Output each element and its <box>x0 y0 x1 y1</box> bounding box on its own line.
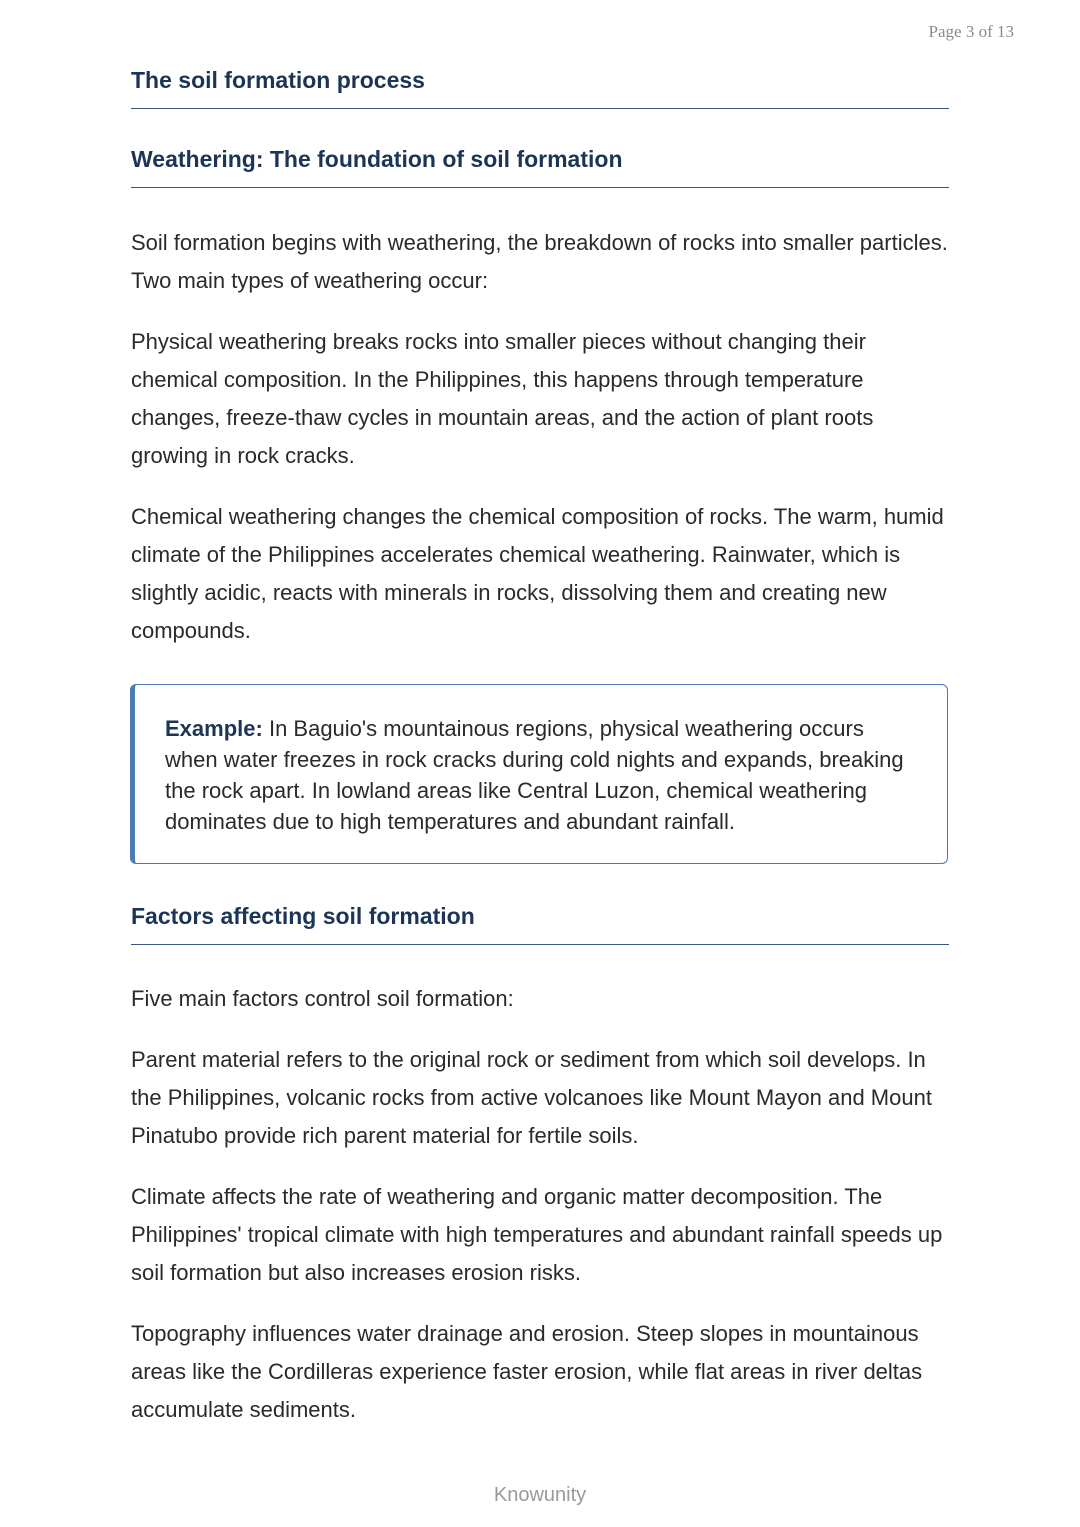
climate-paragraph: Climate affects the rate of weathering and organic matter decomposition. The Philippines' tropical climate with high temperatures and abundant rainfall speeds up soil formation but also increases erosion risks. <box>131 1184 943 1285</box>
example-callout-box <box>130 684 948 864</box>
chemical-weathering-paragraph: Chemical weathering changes the chemical composition of rocks. The warm, humid climate of the Philippines accelerates chemical weathering. Rainwater, which is slightly acidic, reacts with minerals in rocks, dissolving them and creating new compounds. <box>131 504 944 643</box>
example-text: In Baguio's mountainous regions, physical weathering occurs when water freezes in rock cracks during cold nights and expands, breaking the rock apart. In lowland areas like Central Luzon, chemical weathering dominates due to high temperatures and abundant rainfall. <box>165 716 904 834</box>
factors-intro-paragraph: Five main factors control soil formation: <box>131 986 514 1011</box>
physical-weathering-paragraph: Physical weathering breaks rocks into smaller pieces without changing their chemical composition. In the Philippines, this happens through temperature changes, freeze-thaw cycles in mountain areas, and the action of plant roots growing in rock cracks. <box>131 329 874 468</box>
parent-material-paragraph: Parent material refers to the original rock or sediment from which soil develops. In the Philippines, volcanic rocks from active volcanoes like Mount Mayon and Mount Pinatubo provide rich parent material for fertile soils. <box>131 1047 932 1148</box>
section-heading-factors: Factors affecting soil formation <box>131 902 949 945</box>
topography-paragraph: Topography influences water drainage and erosion. Steep slopes in mountainous areas like the Cordilleras experience faster erosion, while flat areas in river deltas accumulate sediments. <box>131 1321 923 1422</box>
footer-brand: Knowunity <box>493 1484 587 1506</box>
weathering-intro-paragraph: Soil formation begins with weathering, the breakdown of rocks into smaller particles. Two main types of weathering occur: <box>131 230 948 293</box>
section-heading-weathering: Weathering: The foundation of soil formation <box>131 145 949 188</box>
section-heading-soil-formation-process: The soil formation process <box>131 66 949 109</box>
page-number: Page 3 of 13 <box>928 22 1014 41</box>
example-label: Example: <box>165 716 263 741</box>
